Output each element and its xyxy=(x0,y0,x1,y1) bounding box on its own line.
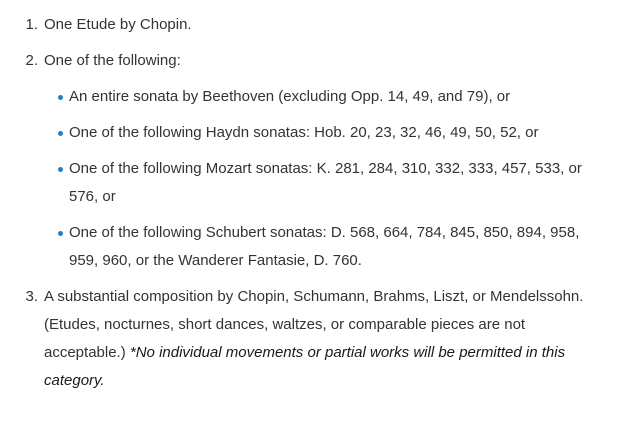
list-number: 3. xyxy=(25,288,38,305)
list-item-3 xyxy=(0,283,627,395)
restriction-note: *No individual movements or partial works will be permitted in this category. xyxy=(44,344,566,389)
sub-item-haydn xyxy=(44,119,589,147)
bullet-icon xyxy=(58,131,63,136)
list-number: 1. xyxy=(25,16,38,33)
list-item-body xyxy=(44,283,604,395)
bullet-icon xyxy=(58,167,63,172)
sub-item-text: One of the following Haydn sonatas: Hob. 20, 23, 32, 46, 49, 50, 52, or xyxy=(69,124,539,141)
bullet-icon xyxy=(58,95,63,100)
list-item-text: One Etude by Chopin. xyxy=(44,16,192,33)
list-item-text: A substantial composition by Chopin, Schumann, Brahms, Liszt, or Mendelssohn. (Etudes, nocturnes, short dances, waltzes, or comparable pieces are not acceptable.) xyxy=(44,288,584,361)
sub-item-beethoven xyxy=(44,83,589,111)
list-item-1 xyxy=(0,11,627,39)
bullet-icon xyxy=(58,231,63,236)
list-item-text: One of the following: xyxy=(44,52,181,69)
sub-item-text: An entire sonata by Beethoven (excluding Opp. 14, 49, and 79), or xyxy=(69,88,511,105)
list-number: 2. xyxy=(25,52,38,69)
sub-item-mozart xyxy=(44,155,589,211)
sub-item-text: One of the following Schubert sonatas: D. 568, 664, 784, 845, 850, 894, 958, 959, 960, or the Wanderer Fantasie, D. 760. xyxy=(69,224,580,269)
list-item-2 xyxy=(0,47,627,275)
sub-item-schubert xyxy=(44,219,589,275)
requirements-list xyxy=(0,11,627,395)
sonata-options-list xyxy=(44,83,627,275)
sub-item-text: One of the following Mozart sonatas: K. 281, 284, 310, 332, 333, 457, 533, or 576, or xyxy=(69,160,582,205)
